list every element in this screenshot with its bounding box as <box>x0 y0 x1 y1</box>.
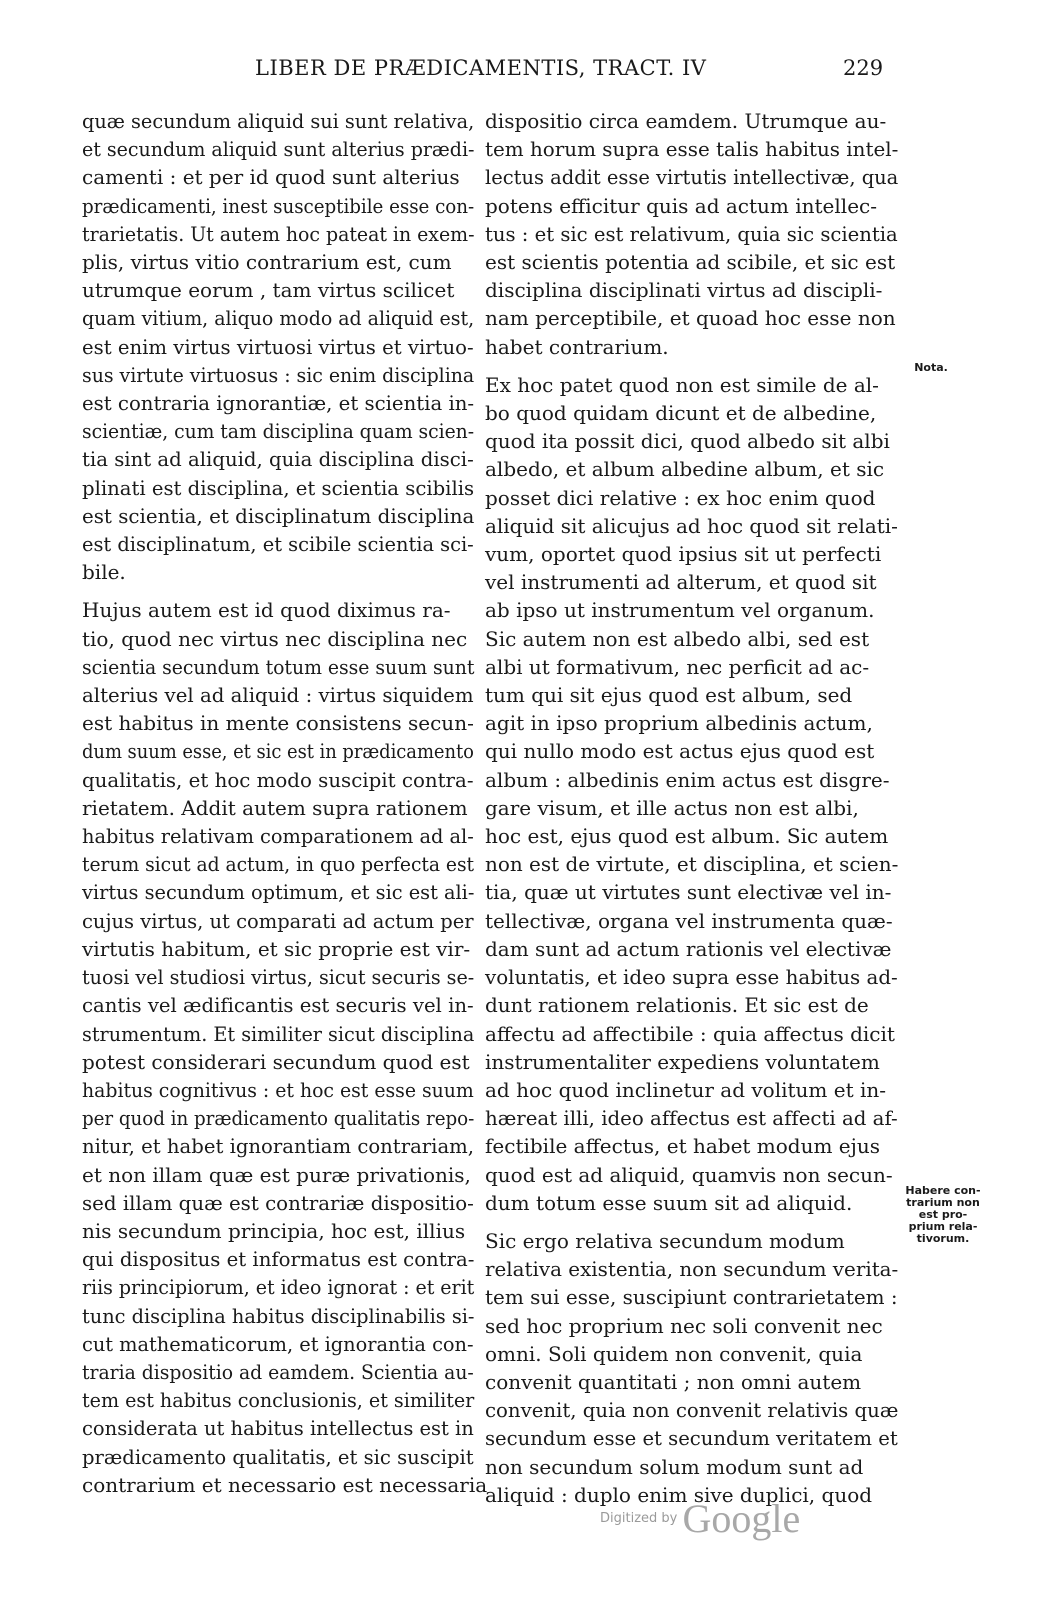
text-line: et non illam quæ est puræ privationis, <box>82 1162 471 1187</box>
text-line: albi ut formativum, nec perficit ad ac- <box>485 654 870 679</box>
text-line: dum totum esse suum sit ad aliquid. <box>485 1190 853 1215</box>
text-line: est contraria ignorantiæ, et scientia in- <box>82 391 475 416</box>
margin-note-line: est pro- <box>918 1208 968 1221</box>
text-line: albedo, et album albedine album, et sic <box>485 457 885 482</box>
text-line: nam perceptibile, et quoad hoc esse non <box>485 306 896 331</box>
text-line: quod est ad aliquid, quamvis non secun- <box>485 1162 893 1187</box>
text-line: posset dici relative : ex hoc enim quod <box>485 485 876 510</box>
text-line: tem est habitus conclusionis, et similiter <box>82 1388 475 1413</box>
text-line: instrumentaliter expediens voluntatem <box>485 1049 880 1074</box>
text-line: potens efficitur quis ad actum intellec- <box>485 193 877 218</box>
text-line: hoc est, ejus quod est album. Sic autem <box>485 824 889 849</box>
text-line: terum sicut ad actum, in quo perfecta est <box>82 852 475 877</box>
text-line: tunc disciplina habitus disciplinabilis si- <box>82 1303 475 1328</box>
paragraph-gap <box>82 586 474 596</box>
text-line: dam sunt ad actum rationis vel electivæ <box>485 936 892 961</box>
paragraph-gap <box>485 1217 898 1227</box>
right-column <box>485 107 898 1509</box>
text-line: affectu ad affectibile : quia affectus dicit <box>485 1021 895 1046</box>
text-line: plinati est disciplina, et scientia scibilis <box>82 475 475 500</box>
text-line: est disciplinatum, et scibile scientia sci- <box>82 532 474 557</box>
text-line: prædicamento qualitatis, et sic suscipit <box>82 1444 474 1469</box>
text-line: fectibile affectus, et habet modum ejus <box>485 1134 880 1159</box>
text-line: aliquid sit alicujus ad hoc quod sit relati- <box>485 513 898 538</box>
text-line: agit in ipso proprium albedinis actum, <box>485 711 873 736</box>
text-line: non secundum solum modum sunt ad <box>485 1454 864 1479</box>
text-line: habet contrarium. <box>485 334 669 359</box>
text-line: ad hoc quod inclinetur ad volitum et in- <box>485 1077 886 1102</box>
text-line: trarietatis. Ut autem hoc pateat in exem- <box>82 221 475 246</box>
text-line: utrumque eorum , tam virtus scilicet <box>82 278 455 303</box>
text-line: sed illam quæ est contrariæ dispositio- <box>82 1190 474 1215</box>
running-header: LIBER DE PRÆDICAMENTIS, TRACT. IV <box>255 56 707 80</box>
text-line: vel instrumenti ad alterum, et quod sit <box>485 570 877 595</box>
page-number: 229 <box>843 56 884 80</box>
text-line: prædicamenti, inest susceptibile esse con- <box>82 193 475 218</box>
text-line: plis, virtus vitio contrarium est, cum <box>82 250 452 275</box>
text-line: est habitus in mente consistens secun- <box>82 711 474 736</box>
text-line: scientiæ, cum tam disciplina quam scien- <box>82 419 475 444</box>
text-line: cut mathematicorum, et ignorantia con- <box>82 1331 474 1356</box>
text-line: voluntatis, et ideo supra esse habitus ad- <box>485 965 898 990</box>
text-line: bile. <box>82 560 126 585</box>
text-line: alterius vel ad aliquid : virtus siquidem <box>82 683 474 708</box>
text-line: gare visum, et ille actus non est albi, <box>485 795 859 820</box>
margin-note-line: prium rela- <box>908 1220 978 1233</box>
text-line: Ex hoc patet quod non est simile de al- <box>485 372 879 397</box>
paragraph-gap <box>485 361 898 371</box>
text-line: tem horum supra esse talis habitus intel- <box>485 137 899 162</box>
text-line: vum, oportet quod ipsius sit ut perfecti <box>485 542 882 567</box>
margin-note-line: tivorum. <box>916 1232 970 1245</box>
text-line: traria dispositio ad eamdem. Scientia au- <box>82 1359 474 1384</box>
text-line: omni. Soli quidem non convenit, quia <box>485 1341 863 1366</box>
text-line: sed hoc proprium nec soli convenit nec <box>485 1313 883 1338</box>
text-line: est enim virtus virtuosi virtus et virtuo- <box>82 334 474 359</box>
text-line: camenti : et per id quod sunt alterius <box>82 165 460 190</box>
text-line: relativa existentia, non secundum verita- <box>485 1257 899 1282</box>
text-line: album : albedinis enim actus est disgre- <box>485 767 890 792</box>
margin-note-line: Habere con- <box>905 1184 981 1197</box>
text-line: secundum esse et secundum veritatem et <box>485 1426 898 1451</box>
text-line: tuosi vel studiosi virtus, sicut securis se- <box>82 965 475 990</box>
text-line: virtutis habitum, et sic proprie est vir- <box>82 936 471 961</box>
text-line: cantis vel ædificantis est securis vel in- <box>82 993 474 1018</box>
margin-note-nota: Nota. <box>914 361 948 374</box>
text-line: quod ita possit dici, quod albedo sit albi <box>485 429 890 454</box>
text-line: habitus relativam comparationem ad al- <box>82 824 474 849</box>
text-line: dunt rationem relationis. Et sic est de <box>485 993 869 1018</box>
text-line: dum suum esse, et sic est in prædicamento <box>82 739 474 764</box>
text-line: tum qui sit ejus quod est album, sed <box>485 683 853 708</box>
text-line: sus virtute virtuosus : sic enim disciplina <box>82 362 475 387</box>
text-line: riis principiorum, et ideo ignorat : et erit <box>82 1275 475 1300</box>
margin-note-line: trarium non <box>906 1196 980 1209</box>
text-line: nitur, et habet ignorantiam contrariam, <box>82 1134 475 1159</box>
text-line: quæ secundum aliquid sui sunt relativa, <box>82 109 475 133</box>
text-line: Sic autem non est albedo albi, sed est <box>485 626 870 651</box>
text-line: potest considerari secundum quod est <box>82 1049 470 1074</box>
text-line: tem sui esse, suscipiunt contrarietatem : <box>485 1285 898 1310</box>
text-line: convenit, quia non convenit relativis quæ <box>485 1398 899 1423</box>
text-line: habitus cognitivus : et hoc est esse suum <box>82 1077 474 1102</box>
text-line: tio, quod nec virtus nec disciplina nec <box>82 626 468 651</box>
text-line: dispositio circa eamdem. Utrumque au- <box>485 109 887 133</box>
text-line: disciplina disciplinati virtus ad discipli- <box>485 278 883 303</box>
text-line: nis secundum principia, hoc est, illius <box>82 1218 466 1243</box>
text-line: et secundum aliquid sunt alterius prædi- <box>82 137 475 162</box>
text-line: bo quod quidam dicunt et de albedine, <box>485 401 877 426</box>
text-line: lectus addit esse virtutis intellectivæ, qua <box>485 165 899 190</box>
text-line: per quod in prædicamento qualitatis repo- <box>82 1106 475 1131</box>
text-line: tia sint ad aliquid, quia disciplina disci- <box>82 447 474 472</box>
text-line: Sic ergo relativa secundum modum <box>485 1228 845 1253</box>
text-line: strumentum. Et similiter sicut disciplina <box>82 1021 475 1046</box>
text-line: convenit quantitati ; non omni autem <box>485 1369 862 1394</box>
text-line: ab ipso ut instrumentum vel organum. <box>485 598 875 623</box>
text-line: aliquid : duplo enim sive duplici, quod <box>485 1482 873 1507</box>
text-line: scientia secundum totum esse suum sunt <box>82 654 475 679</box>
text-line: rietatem. Addit autem supra rationem <box>82 795 468 820</box>
text-line: considerata ut habitus intellectus est in <box>82 1416 474 1441</box>
text-line: non est de virtute, et disciplina, et scien- <box>485 852 899 877</box>
digitized-by-label: Digitized by <box>600 1511 678 1526</box>
text-line: tus : et sic est relativum, quia sic scientia <box>485 221 898 246</box>
text-line: qui dispositus et informatus est contra- <box>82 1247 475 1272</box>
text-line: virtus secundum optimum, et sic est ali- <box>82 880 475 905</box>
text-line: qualitatis, et hoc modo suscipit contra- <box>82 767 474 792</box>
text-line: hæreat illi, ideo affectus est affecti ad af- <box>485 1106 898 1131</box>
digitized-watermark <box>600 1495 800 1542</box>
text-line: contrarium et necessario est necessaria <box>82 1472 488 1497</box>
text-line: Hujus autem est id quod diximus ra- <box>82 598 451 623</box>
text-line: qui nullo modo est actus ejus quod est <box>485 739 875 764</box>
text-line: tellectivæ, organa vel instrumenta quæ- <box>485 908 893 933</box>
text-line: est scientis potentia ad scibile, et sic est <box>485 250 896 275</box>
text-line: quam vitium, aliquo modo ad aliquid est, <box>82 306 475 331</box>
google-logo: Google <box>682 1496 801 1541</box>
text-line: est scientia, et disciplinatum disciplina <box>82 503 475 528</box>
left-column <box>82 107 488 1499</box>
text-line: cujus virtus, ut comparati ad actum per <box>82 908 474 933</box>
text-line: tia, quæ ut virtutes sunt electivæ vel in- <box>485 880 892 905</box>
margin-note-habere <box>898 1185 988 1245</box>
